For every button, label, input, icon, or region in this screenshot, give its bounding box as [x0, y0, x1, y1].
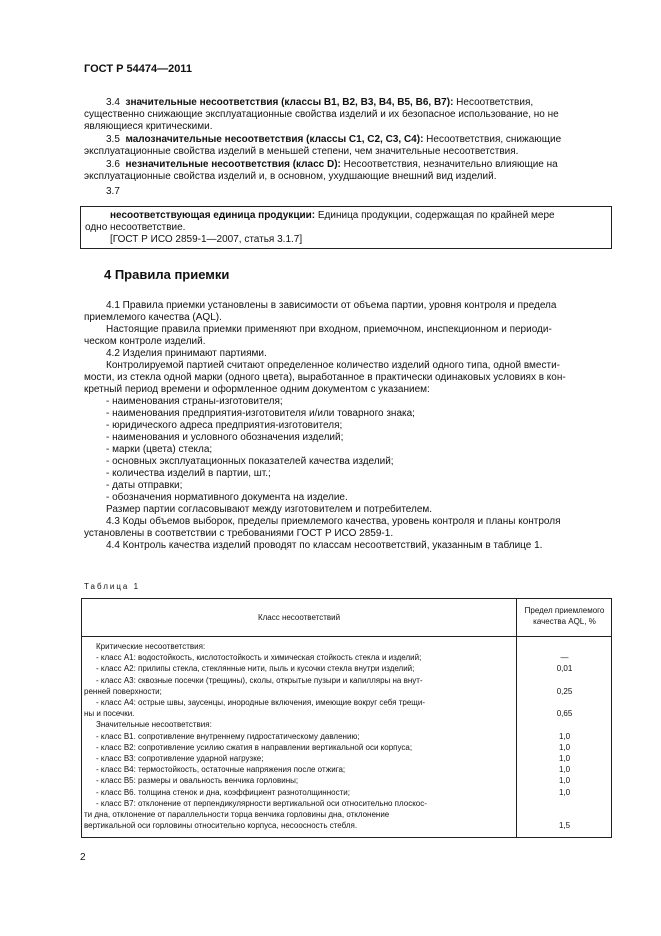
- definition-frame: несоответствующая единица продукции: Единица продукции, содержащая по крайней мере одно несоответствие. [ГОСТ Р ИСО 2859-1—2007, статья 3.1.7]: [80, 206, 612, 249]
- body-line: Настоящие правила приемки применяют при входном, приемочном, инспекционном и периоди-: [106, 324, 552, 335]
- term-minor-defects: малозначительные несоответствия (классы С1, С2, С3, С4):: [125, 134, 424, 145]
- table-row-text: - класс В3: сопротивление ударной нагрузке;: [96, 754, 264, 763]
- body-line: ческом контроле изделий.: [84, 336, 206, 347]
- paragraph-3-5: 3.5 малозначительные несоответствия (классы С1, С2, С3, С4): Несоответствия, снижающие эксплуатационные свойства изделий в меньшей степени, чем значительные несоответствия.: [84, 134, 562, 157]
- body-line: кретный период времени и оформленное одним документом с указанием:: [84, 384, 430, 395]
- table-row-aql-value: 1,0: [558, 776, 571, 786]
- list-item: - количества изделий в партии, шт.;: [106, 468, 271, 479]
- list-item: - даты отправки;: [106, 480, 183, 491]
- table-header-aql: Предел приемлемого качества AQL, %: [524, 606, 605, 626]
- table-row-text: - класс А2: прилипы стекла, стеклянные нити, пыль и кусочки стекла внутри изделий;: [96, 664, 415, 674]
- table-row-aql-value: 1,0: [558, 731, 571, 741]
- table-row-text: - класс А4: острые швы, заусенцы, инородные включения, имеющие вокруг себя трещи-: [96, 698, 426, 707]
- term-nonconforming-unit: несоответствующая единица продукции:: [110, 210, 316, 221]
- list-item: - марки (цвета) стекла;: [106, 444, 213, 455]
- table-row-aql-value: 0,25: [556, 686, 573, 696]
- table-row-text: - класс В6. толщина стенок и дна, коэффициент разнотолщинности;: [96, 787, 350, 797]
- body-line: Контролируемой партией считают определенное количество изделий одного типа, одной вмести-: [106, 360, 560, 371]
- table-row-aql-value: 1,0: [558, 742, 571, 752]
- body-line: Размер партии согласовывают между изготовителем и потребителем.: [106, 504, 433, 515]
- table-row-text: - класс В7: отклонение от перпендикулярности вертикальной оси относительно плоскос-: [96, 798, 427, 808]
- body-line: 4.2 Изделия принимают партиями.: [106, 348, 267, 359]
- table-row-text: - класс А1: водостойкость, кислотостойкость и химическая стойкость стекла и изделий;: [96, 653, 422, 663]
- table-row-text: Критические несоответствия:: [96, 642, 206, 651]
- table-row-aql-value: 1,0: [558, 765, 571, 775]
- table-row-aql-value: 1,5: [558, 821, 571, 831]
- definition-reference: [ГОСТ Р ИСО 2859-1—2007, статья 3.1.7]: [110, 234, 303, 245]
- list-item: - юридического адреса предприятия-изготовителя;: [106, 420, 343, 431]
- table-row-text: - класс А3: сквозные посечки (трещины), сколы, открытые пузыри и капилляры на внут-: [96, 675, 423, 685]
- table-row-text: - класс В1. сопротивление внутреннему гидростатическому давлению;: [96, 731, 360, 741]
- table-header-divider: [82, 636, 611, 637]
- body-line: мости, из стекла одной марки (одного цвета), выработанное в практически одинаковых условиях в кон-: [84, 372, 566, 383]
- table-row-aql-value: 1,0: [558, 754, 571, 763]
- body-line: установлены в соответствии с требованиями ГОСТ Р ИСО 2859-1.: [84, 528, 394, 539]
- list-item: - основных эксплуатационных показателей качества изделий;: [106, 456, 394, 467]
- paragraph-3-6: 3.6 незначительные несоответствия (класс D): Несоответствия, незначительно влияющие на эксплуатационные свойства изделий и, в основном, ухудшающие внешний вид изделий.: [84, 159, 558, 182]
- table-row-aql-value: 0,01: [556, 664, 573, 674]
- table-row-aql-value: —: [560, 653, 569, 663]
- table-row-text: вертикальной оси горловины относительно корпуса, несоосность стебля.: [84, 821, 358, 831]
- list-item: - обозначения нормативного документа на изделие.: [106, 492, 348, 503]
- body-line: 4.4 Контроль качества изделий проводят по классам несоответствий, указанным в таблице 1.: [106, 540, 543, 551]
- table-row-text: - класс В2: сопротивление усилию сжатия в направлении вертикальной оси корпуса;: [96, 742, 413, 752]
- table-row-text: Значительные несоответствия:: [96, 720, 212, 730]
- body-line: 4.1 Правила приемки установлены в зависимости от объема партии, уровня контроля и предела: [106, 300, 557, 311]
- table-row-text: ренней поверхности;: [84, 686, 162, 696]
- table-row-text: ны и посечки.: [84, 709, 135, 719]
- section-4-body: [84, 300, 605, 552]
- term-significant-defects: значительные несоответствия (классы В1, В2, В3, В4, В5, В6, В7):: [125, 97, 454, 108]
- table-header-class: Класс несоответствий: [257, 613, 341, 622]
- term-insignificant-defects: незначительные несоответствия (класс D):: [125, 159, 341, 170]
- table-row-aql-value: 0,65: [556, 709, 573, 719]
- body-line: приемлемого качества (AQL).: [84, 312, 222, 323]
- list-item: - наименования и условного обозначения изделий;: [106, 432, 344, 443]
- body-line: 4.3 Коды объемов выборок, пределы приемлемого качества, уровень контроля и планы контроля: [106, 516, 561, 527]
- paragraph-3-7: 3.7: [106, 186, 120, 197]
- page-number: 2: [80, 852, 86, 863]
- list-item: - наименования страны-изготовителя;: [106, 396, 283, 407]
- defect-class-table: [81, 598, 612, 838]
- table-row-aql-value: 1,0: [558, 787, 571, 797]
- paragraph-3-4: 3.4 значительные несоответствия (классы В1, В2, В3, В4, В5, В6, В7): Несоответствия, существенно снижающие эксплуатационные свойства изделий и их безопасное использование, но не являющиеся критическими.: [84, 97, 559, 132]
- table-row-text: ти дна, отклонение от параллельности торца венчика горловины дна, отклонение: [84, 810, 390, 819]
- section-4-title: 4 Правила приемки: [104, 267, 230, 282]
- list-item: - наименования предприятия-изготовителя и/или товарного знака;: [106, 408, 415, 419]
- table-row-text: - класс В4: термостойкость, остаточные напряжения после отжига;: [96, 765, 346, 775]
- table-row-text: - класс В5: размеры и овальность венчика горловины;: [96, 776, 299, 786]
- document-header: ГОСТ Р 54474—2011: [84, 63, 192, 75]
- table-caption: Таблица 1: [84, 582, 141, 591]
